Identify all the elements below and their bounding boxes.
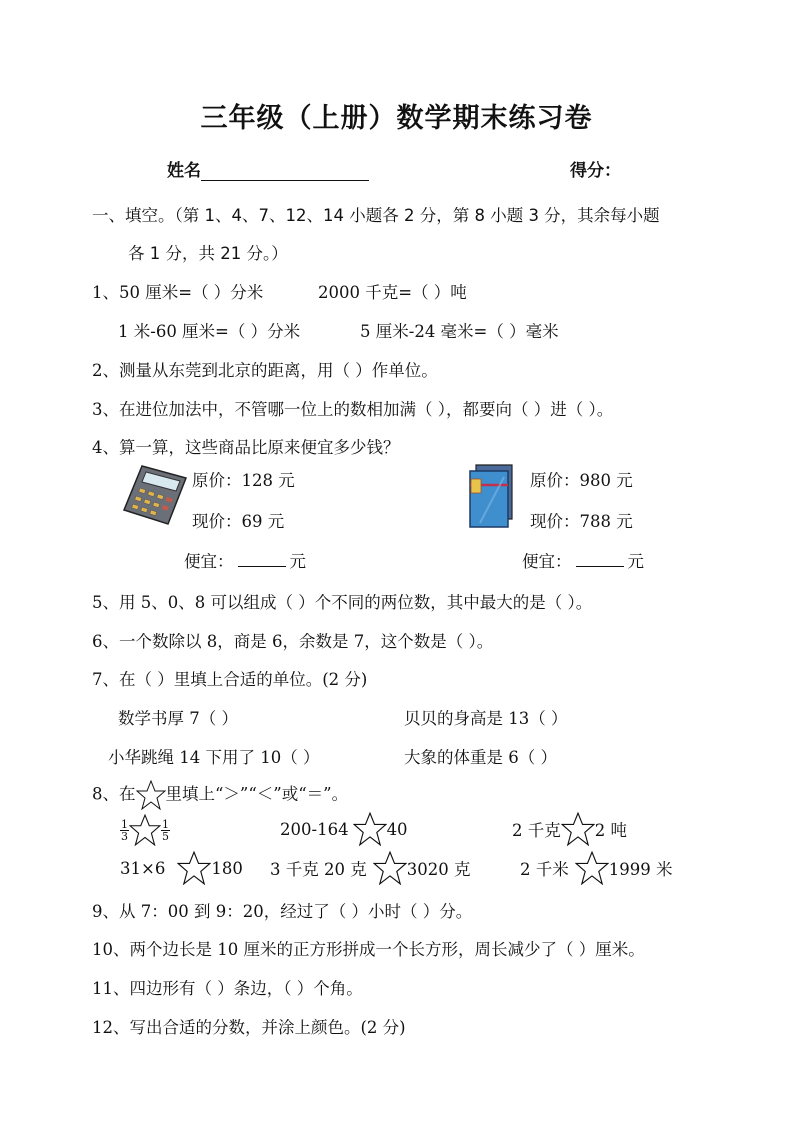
q8-fraction-compare: [120, 814, 170, 846]
question-11: 11、四边形有（ ）条边，（ ）个角。: [92, 979, 363, 998]
question-3: 3、在进位加法中，不管哪一位上的数相加满（ ），都要向（ ）进（ ）。: [92, 400, 614, 419]
fraction-left: $\frac{1}{3}$: [121, 817, 128, 843]
star-answer-box[interactable]: [353, 812, 387, 846]
question-10: 10、两个边长是 10 厘米的正方形拼成一个长方形，周长减少了（ ）厘米。: [92, 940, 645, 959]
question-2: 2、测量从东莞到北京的距离，用（ ）作单位。: [92, 361, 438, 380]
q1-part-d: 5 厘米-24 毫米=（ ）毫米: [360, 322, 559, 341]
item2-discount-blank[interactable]: [576, 565, 624, 567]
item1-original-price: 原价：128 元: [192, 471, 295, 490]
q7-item: 小华跳绳 14 下用了 10（ ）: [108, 748, 320, 767]
question-4-prompt: 4、算一算，这些商品比原来便宜多少钱？: [92, 438, 400, 457]
star-icon: [136, 780, 166, 810]
item2-original-price: 原价：980 元: [530, 471, 633, 490]
star-answer-box[interactable]: [177, 851, 211, 885]
item1-discount: 便宜： 元: [184, 552, 306, 571]
fraction-right: $\frac{1}{5}$: [162, 817, 169, 843]
question-9: 9、从 7：00 到 9：20，经过了（ ）小时（ ）分。: [92, 902, 473, 921]
item2-discount: 便宜： 元: [522, 552, 644, 571]
item1-current-price: 现价：69 元: [192, 512, 285, 531]
q7-item: 贝贝的身高是 13（ ）: [404, 709, 568, 728]
question-12: 12、写出合适的分数，并涂上颜色。(2 分): [92, 1018, 406, 1037]
item2-current-price: 现价：788 元: [530, 512, 633, 531]
name-field: [167, 156, 369, 181]
book-icon: [468, 463, 518, 529]
question-5: 5、用 5、0、8 可以组成（ ）个不同的两位数，其中最大的是（ ）。: [92, 593, 593, 612]
q8-compare-item: 31×6 180: [120, 851, 243, 885]
item1-discount-blank[interactable]: [238, 565, 286, 567]
q1-part-c: 1 米-60 厘米=（ ）分米: [118, 322, 301, 341]
star-answer-box[interactable]: [129, 814, 161, 846]
question-6: 6、一个数除以 8，商是 6，余数是 7，这个数是（ ）。: [92, 632, 494, 651]
q8-compare-item: 200-164 40: [280, 812, 408, 846]
name-blank[interactable]: [201, 162, 369, 181]
question-7-prompt: 7、在（ ）里填上合适的单位。(2 分): [92, 670, 368, 689]
star-answer-box[interactable]: [561, 812, 595, 846]
page-title: 三年级（上册）数学期末练习卷: [200, 103, 593, 134]
q7-item: 数学书厚 7（ ）: [118, 709, 238, 728]
q8-compare-item: 2 千米 1999 米: [520, 851, 673, 885]
score-label: 得分：: [570, 161, 621, 181]
star-answer-box[interactable]: [575, 851, 609, 885]
section-heading: 一、填空。（第 1、4、7、12、14 小题各 2 分，第 8 小题 3 分，其余每小题: [92, 206, 660, 225]
calculator-icon: [122, 464, 188, 526]
name-label: 姓名: [167, 161, 201, 181]
question-8-prompt: 8、在 里填上“＞”“＜”或“＝”。: [92, 780, 348, 810]
section-heading-cont: 各 1 分，共 21 分。）: [128, 244, 288, 263]
q8-compare-item: 2 千克 2 吨: [512, 812, 627, 846]
q7-item: 大象的体重是 6（ ）: [404, 748, 557, 767]
q1-part-a: 1、50 厘米=（ ）分米: [92, 283, 264, 302]
star-answer-box[interactable]: [373, 851, 407, 885]
q1-part-b: 2000 千克=（ ）吨: [318, 283, 467, 302]
q8-compare-item: 3 千克 20 克 3020 克: [270, 851, 470, 885]
